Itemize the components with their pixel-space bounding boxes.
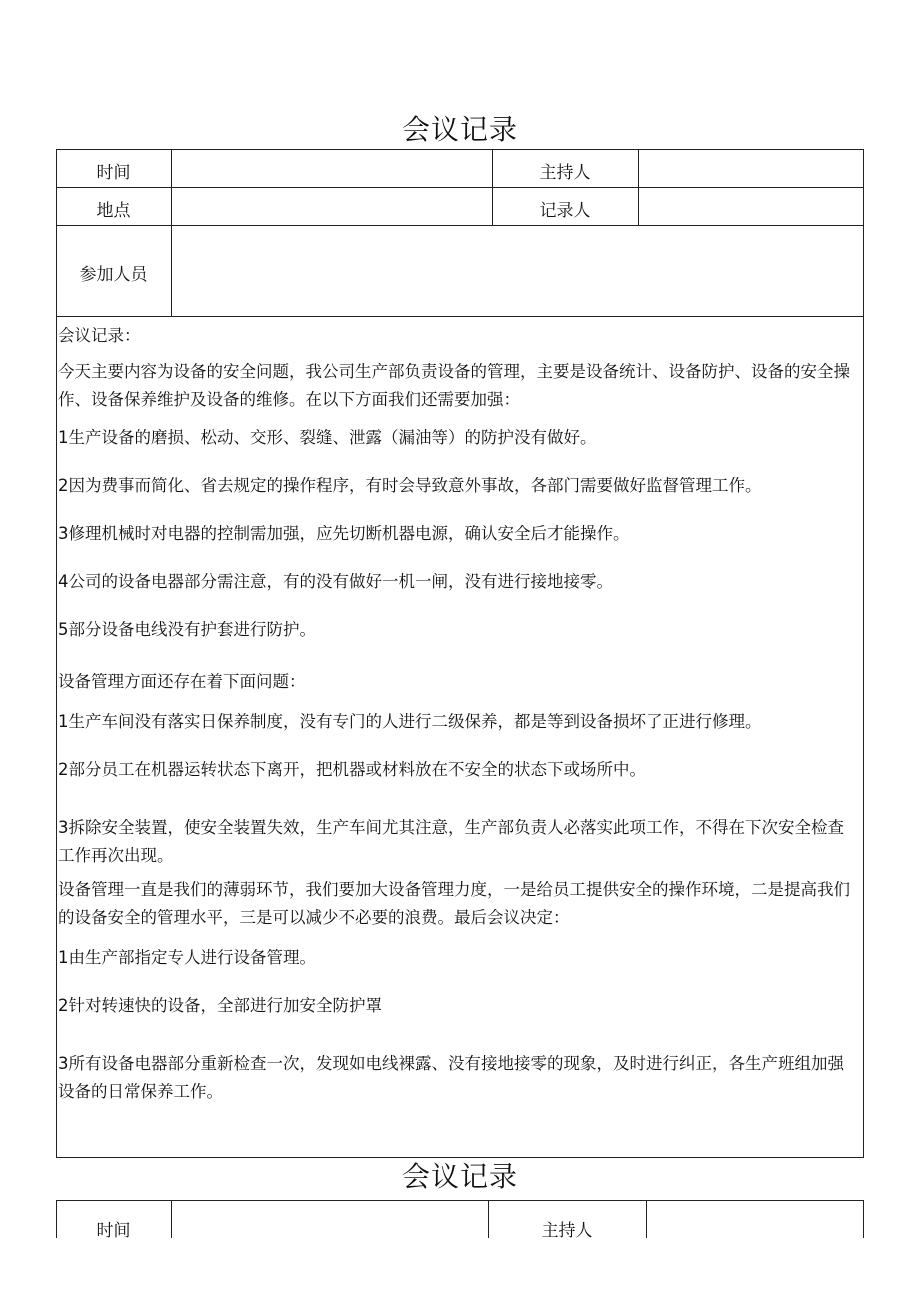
list-item: 2因为费事而简化、省去规定的操作程序，有时会导致意外事故，各部门需要做好监督管理工作。 <box>58 476 762 495</box>
minutes-intro: 今天主要内容为设备的安全问题，我公司生产部负责设备的管理，主要是设备统计、设备防护、设备的安全操作、设备保养维护及设备的维修。在以下方面我们还需要加强： <box>58 362 850 409</box>
list-item: 2针对转速快的设备，全部进行加安全防护罩 <box>58 996 382 1015</box>
list-item: 4公司的设备电器部分需注意，有的没有做好一机一闸，没有进行接地接零。 <box>58 572 613 591</box>
minutes-conclusion: 设备管理一直是我们的薄弱环节，我们要加大设备管理力度，一是给员工提供安全的操作环境，二是提高我们的设备安全的管理水平，三是可以减少不必要的浪费。最后会议决定： <box>58 880 850 927</box>
management-heading: 设备管理方面还存在着下面问题： <box>58 672 306 691</box>
time-value-field[interactable] <box>172 1201 488 1238</box>
place-label: 地点 <box>96 201 131 221</box>
minutes-content <box>58 322 858 1106</box>
page-title: 会议记录 <box>401 113 518 146</box>
time-label: 时间 <box>96 1221 131 1241</box>
list-item: 1生产设备的磨损、松动、交形、裂缝、泄露（漏油等）的防护没有做好。 <box>58 428 597 447</box>
table-row-divider <box>56 316 864 317</box>
host-value-field[interactable] <box>647 1201 863 1238</box>
list-item: 3拆除安全装置，使安全装置失效，生产车间尤其注意，生产部负责人必落实此项工作，不得在下次安全检查工作再次出现。 <box>58 818 844 865</box>
list-item: 2部分员工在机器运转状态下离开，把机器或材料放在不安全的状态下或场所中。 <box>58 760 646 779</box>
recorder-label: 记录人 <box>539 201 591 221</box>
host-label: 主持人 <box>541 1221 593 1241</box>
place-value-field[interactable] <box>172 188 492 225</box>
host-value-field[interactable] <box>639 150 863 187</box>
list-item: 1生产车间没有落实日保养制度，没有专门的人进行二级保养，都是等到设备损坏了正进行修理。 <box>58 712 762 731</box>
minutes-heading: 会议记录： <box>58 326 141 345</box>
attendees-value-field[interactable] <box>172 226 863 316</box>
time-value-field[interactable] <box>172 150 492 187</box>
time-label: 时间 <box>96 163 131 183</box>
list-item: 5部分设备电线没有护套进行防护。 <box>58 620 316 639</box>
list-item: 1由生产部指定专人进行设备管理。 <box>58 948 316 967</box>
page-title: 会议记录 <box>401 1160 518 1193</box>
recorder-value-field[interactable] <box>639 188 863 225</box>
list-item: 3所有设备电器部分重新检查一次，发现如电线裸露、没有接地接零的现象，及时进行纠正，各生产班组加强设备的日常保养工作。 <box>58 1054 844 1101</box>
list-item: 3修理机械时对电器的控制需加强，应先切断机器电源，确认安全后才能操作。 <box>58 524 630 543</box>
host-label: 主持人 <box>539 163 591 183</box>
attendees-label: 参加人员 <box>79 265 148 285</box>
